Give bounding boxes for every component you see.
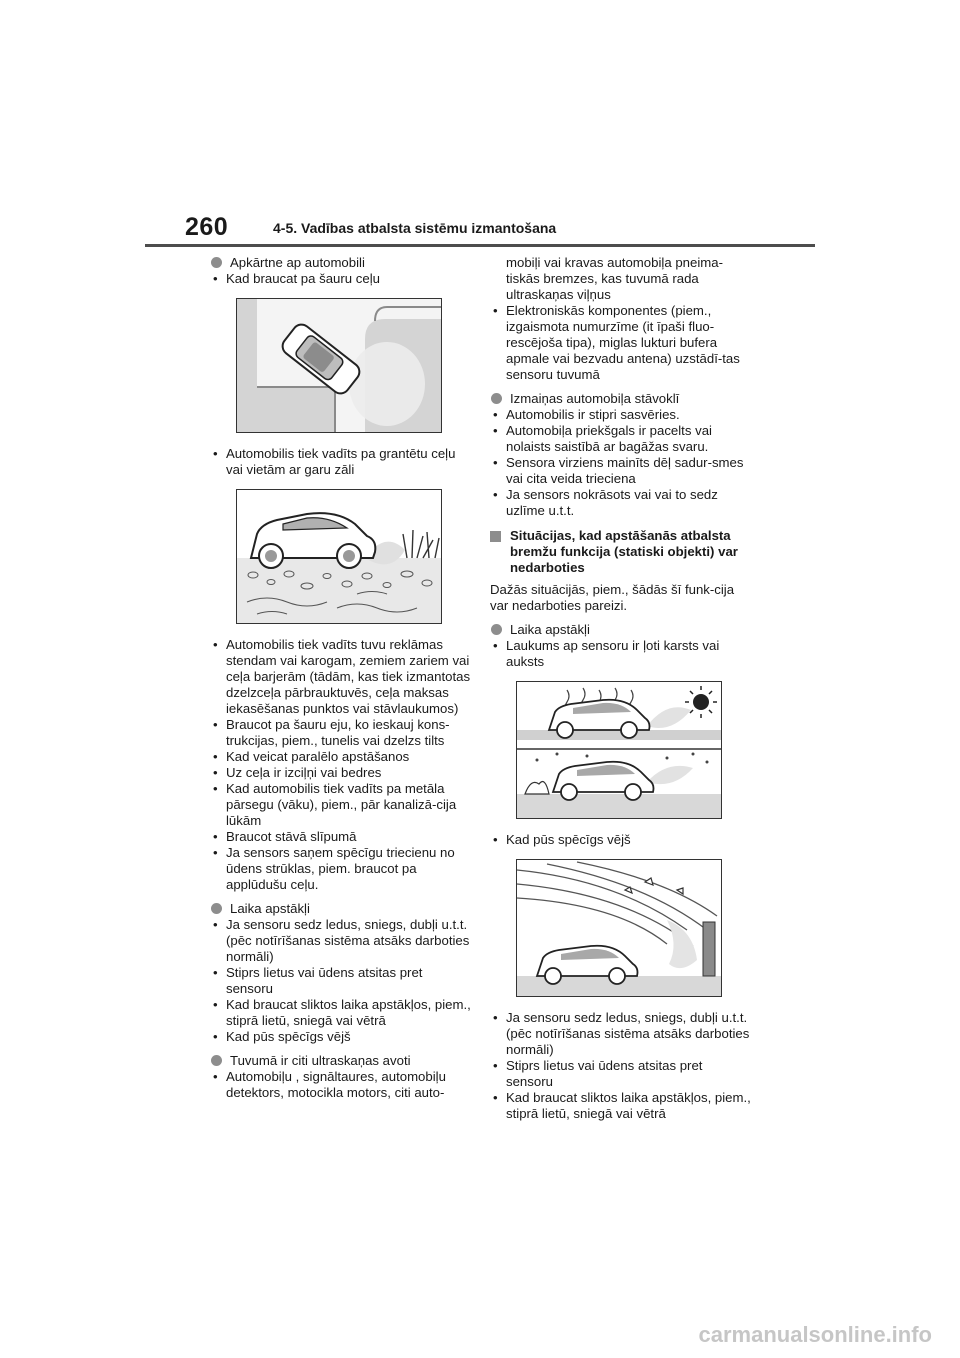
bullet-circle-icon (491, 393, 502, 404)
list-item: • Uz ceļa ir izciļņi vai bedres (210, 765, 472, 781)
list-item: • Automobilis ir stipri sasvēries. (490, 407, 752, 423)
list-item: • Braucot pa šauru eju, ko ieskauj kons-trukcijas, piem., tunelis vai dzelzs tilts (210, 717, 472, 749)
continued-text: mobiļi vai kravas automobiļa pneima-tiskās bremzes, kas tuvumā rada ultraskaņas viļņus (506, 255, 723, 302)
list-item: • Automobiļu , signāltaures, automobiļu detektors, motocikla motors, citi auto- (210, 1069, 472, 1101)
bullet-list (490, 1010, 752, 1122)
subheading: Laika apstākļi (490, 622, 752, 638)
list-item: • Stiprs lietus vai ūdens atsitas pret sensoru (490, 1058, 752, 1090)
list-item: • Ja sensoru sedz ledus, sniegs, dubļi u.t.t. (pēc notīrīšanas sistēma atsāks darboties normāli) (490, 1010, 752, 1058)
subheading: Tuvumā ir citi ultraskaņas avoti (210, 1053, 472, 1069)
subheading: Laika apstākļi (210, 901, 472, 917)
right-column (490, 255, 752, 1122)
bullet-list (490, 638, 752, 670)
list-item: • Automobilis tiek vadīts tuvu reklāmas stendam vai karogam, zemiem zariem vai ceļa barjerām (tādām, kas tiek izmantotas dzelzceļa pārbrauktuvēs, ceļa maksas iekasēšanas punktos vai stāvlaukumos) (210, 637, 472, 717)
strong-wind-illustration (516, 859, 722, 997)
list-item: • Kad braucat sliktos laika apstākļos, piem., stiprā lietū, sniegā vai vētrā (210, 997, 472, 1029)
list-item: • Ja sensors saņem spēcīgu triecienu no ūdens strūklas, piem. braucot pa applūdušu ceļu. (210, 845, 472, 893)
list-item: • Kad pūs spēcīgs vējš (210, 1029, 472, 1045)
subheading: Izmaiņas automobiļa stāvoklī (490, 391, 752, 407)
bullet-circle-icon (211, 257, 222, 268)
gravel-road-illustration (236, 489, 442, 624)
bullet-list (210, 1069, 472, 1101)
list-item: • Ja sensors nokrāsots vai vai to sedz uzlīme u.t.t. (490, 487, 752, 519)
bullet-circle-icon (211, 903, 222, 914)
list-item: • Kad automobilis tiek vadīts pa metāla pārsegu (vāku), piem., pār kanalizā-cija lūkām (210, 781, 472, 829)
section-paragraph: Dažās situācijās, piem., šādās šī funk-cija var nedarboties pareizi. (490, 582, 735, 613)
list-item: • Kad braucat sliktos laika apstākļos, piem., stiprā lietū, sniegā vai vētrā (490, 1090, 752, 1122)
bullet-list (210, 271, 472, 287)
watermark: carmanualsonline.info (698, 1322, 932, 1347)
list-item: • Kad veicat paralēlo apstāšanos (210, 749, 472, 765)
list-item: • Braucot stāvā slīpumā (210, 829, 472, 845)
list-item: • Ja sensoru sedz ledus, sniegs, dubļi u.t.t. (pēc notīrīšanas sistēma atsāks darboties normāli) (210, 917, 472, 965)
bullet-list (490, 832, 752, 848)
bullet-list (210, 446, 472, 478)
bullet-list (490, 303, 752, 383)
bullet-list (210, 637, 472, 893)
bullet-circle-icon (211, 1055, 222, 1066)
chapter-title: 4-5. Vadības atbalsta sistēmu izmantošana (273, 220, 557, 236)
list-item: • Kad pūs spēcīgs vējš (490, 832, 752, 848)
section-square-icon (490, 531, 501, 542)
list-item: • Automobiļa priekšgals ir pacelts vai nolaists saistībā ar bagāžas svaru. (490, 423, 752, 455)
section-heading: Situācijas, kad apstāšanās atbalsta bremžu funkcija (statiski objekti) var nedarboties (490, 528, 752, 576)
subheading: Apkārtne ap automobili (210, 255, 472, 271)
list-item: • Automobilis tiek vadīts pa grantētu ceļu vai vietām ar garu zāli (210, 446, 472, 478)
list-item: • Sensora virziens mainīts dēļ sadur-smes vai cita veida trieciena (490, 455, 752, 487)
page-number: 260 (185, 213, 229, 241)
bullet-list (490, 407, 752, 519)
list-item: • Elektroniskās komponentes (piem., izgaismota numurzīme (it īpaši fluo-rescējoša tipa), miglas lukturi bufera apmale vai bezvadu antena) uzstādī-tas sensoru tuvumā (490, 303, 752, 383)
list-item: • Stiprs lietus vai ūdens atsitas pret sensoru (210, 965, 472, 997)
list-item: • Laukums ap sensoru ir ļoti karsts vai auksts (490, 638, 752, 670)
bullet-circle-icon (491, 624, 502, 635)
bullet-list (210, 917, 472, 1045)
left-column (210, 255, 472, 1101)
temperature-illustration (516, 681, 722, 819)
list-item: • Kad braucat pa šauru ceļu (210, 271, 472, 287)
header-rule (145, 244, 815, 247)
narrow-road-illustration (236, 298, 442, 433)
